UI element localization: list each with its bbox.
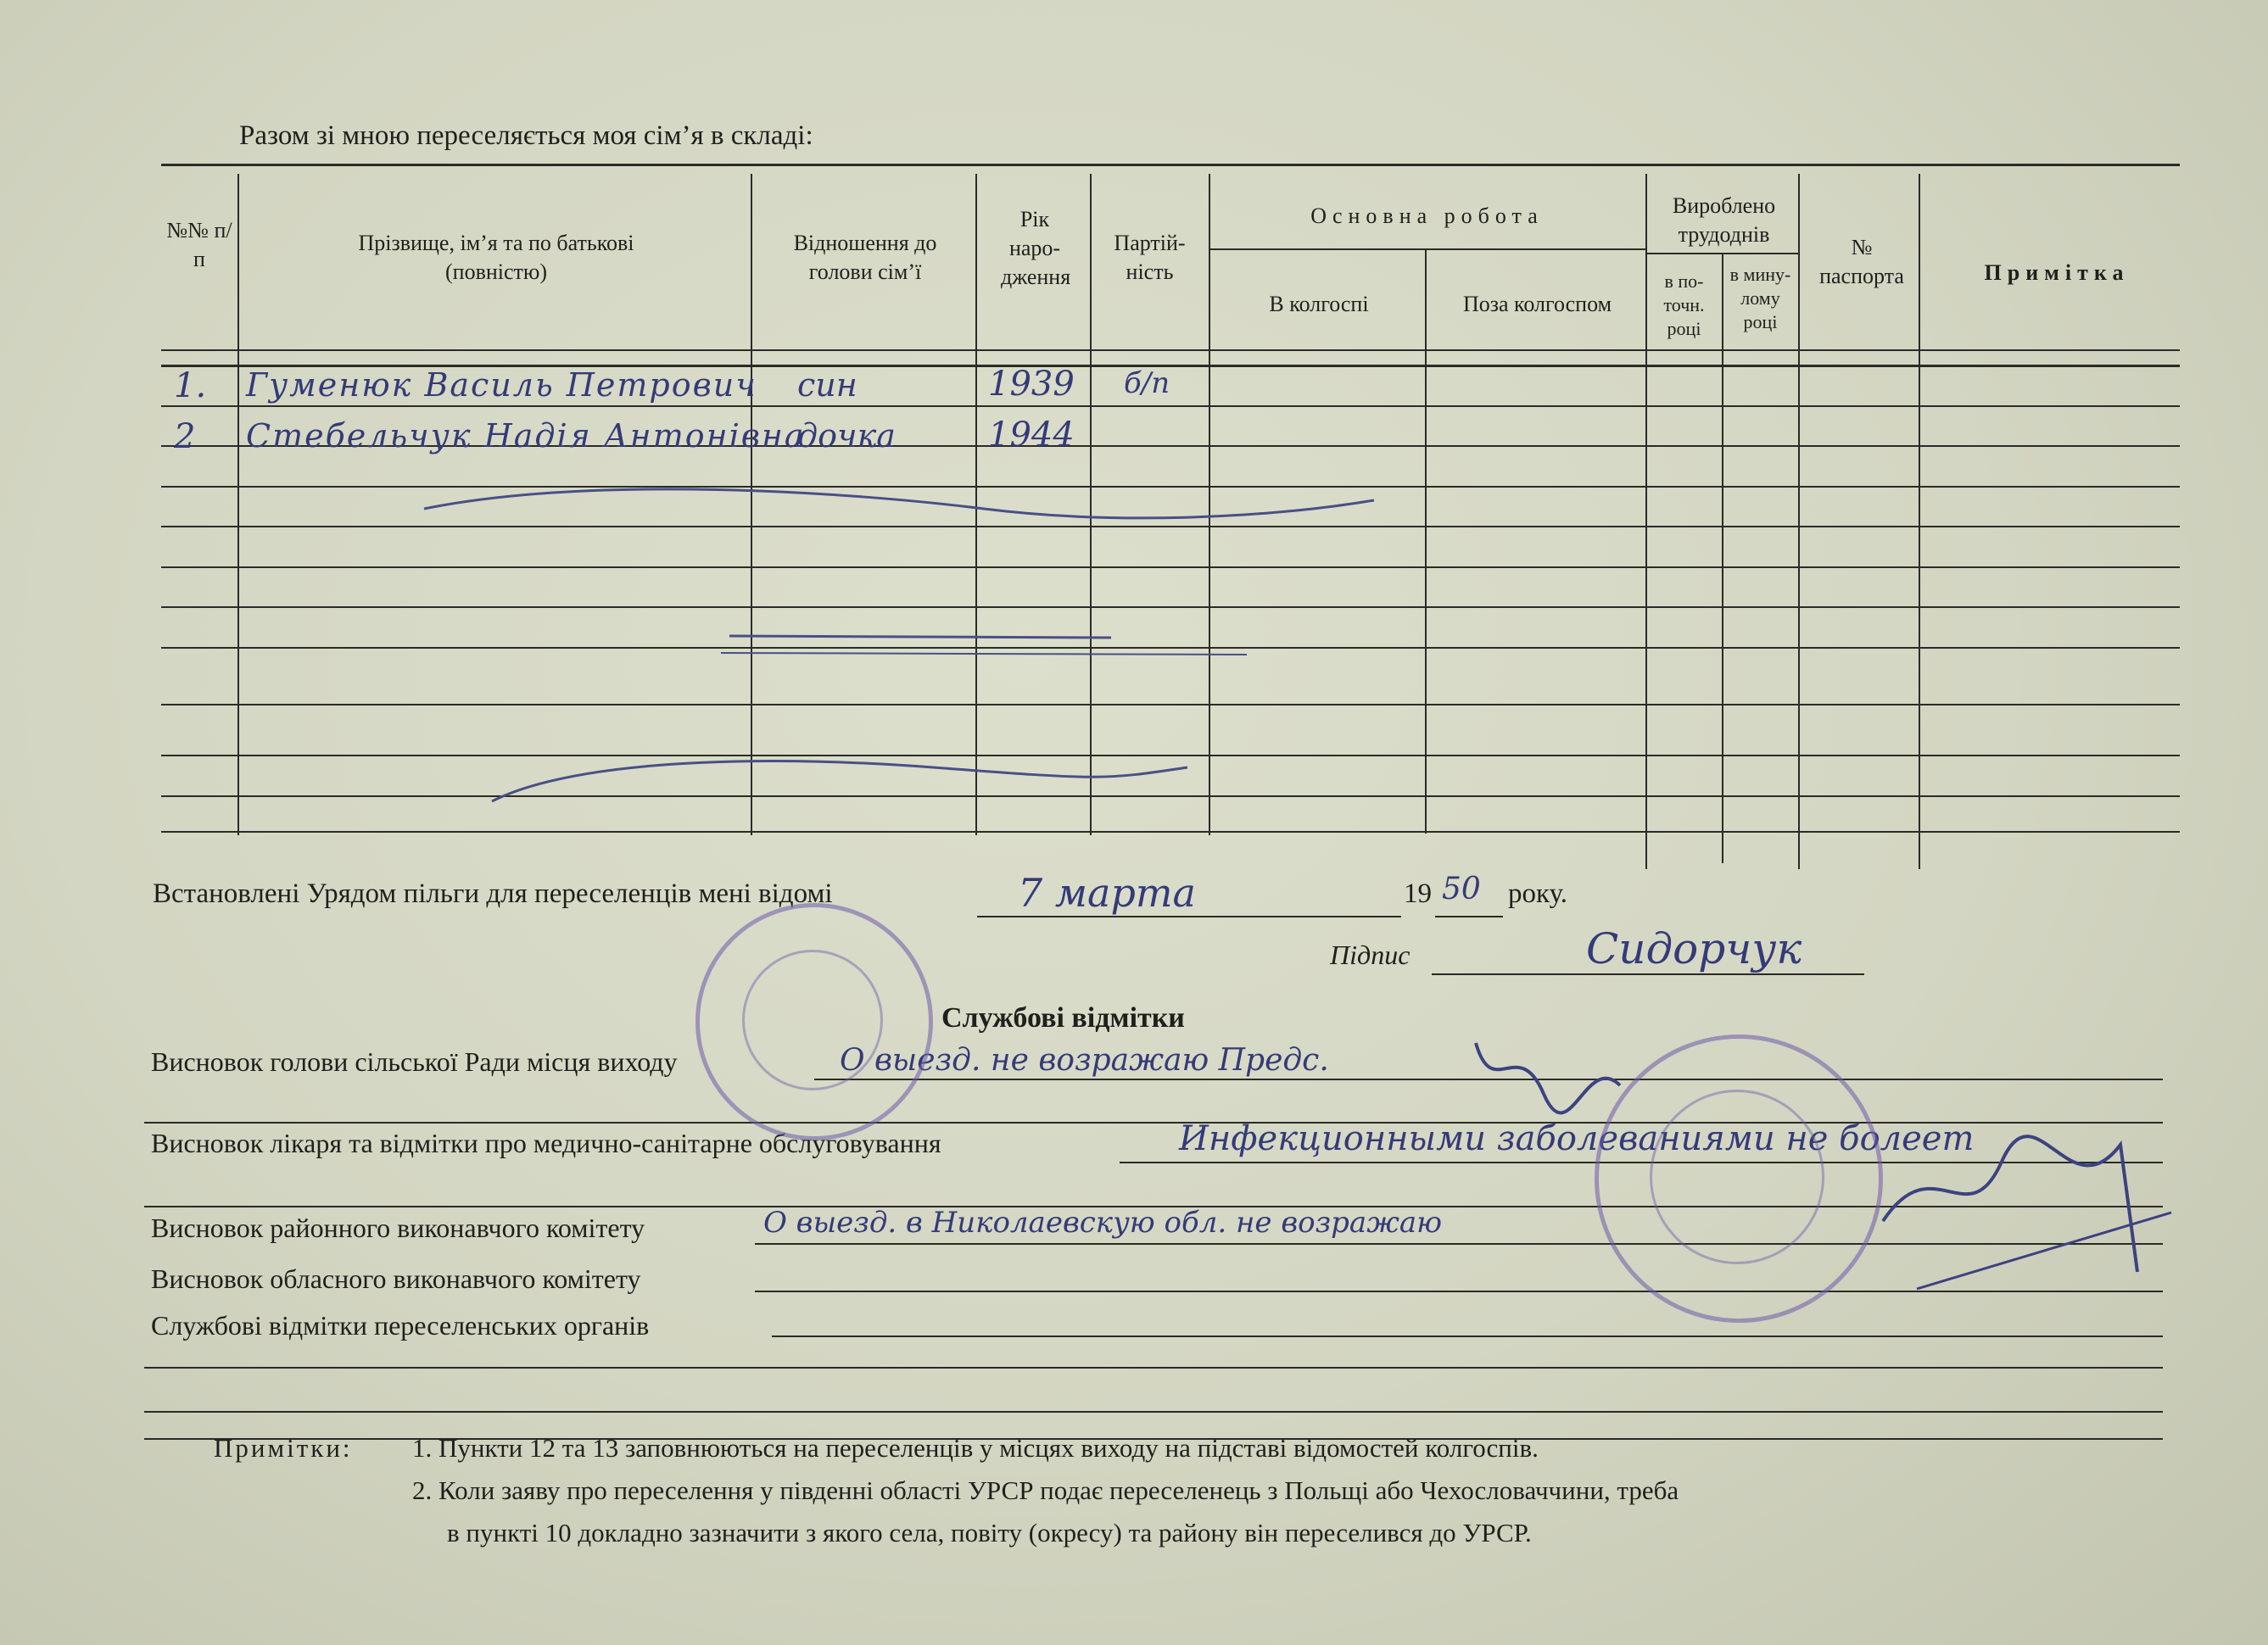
signature-value: Сидорчук: [1586, 924, 1802, 973]
header-current-year: в по- точн. році: [1663, 270, 1705, 339]
row-name: Гуменюк Василь Петрович: [246, 366, 757, 404]
intro-text: Разом зі мною переселяється моя сім’я в складі:: [239, 120, 813, 151]
row-name: Стебельчук Надія Антонівна: [246, 417, 806, 454]
signature-label: Підпис: [1330, 940, 1411, 970]
header-name: Прізвище, ім’я та по батькові (повністю): [358, 231, 634, 284]
row-num: 1.: [174, 366, 207, 405]
note-2b: в пункті 10 докладно зазначити з якого села, повіту (окресу) та району він переселився до УРСР.: [447, 1518, 1532, 1547]
header-party: Партій- ність: [1114, 231, 1186, 284]
doctor-label: Висновок лікаря та відмітки про медично-санітарне обслуговування: [151, 1128, 941, 1158]
header-main-work: Основна робота: [1310, 204, 1544, 228]
header-passport: № паспорта: [1819, 235, 1904, 288]
header-note: Примітка: [1984, 260, 2130, 285]
header-past-year: в мину- лому році: [1729, 264, 1791, 332]
benefits-year-suffix: року.: [1508, 878, 1568, 909]
row-year: 1944: [988, 415, 1075, 454]
header-year: Рік наро- дження: [1001, 207, 1071, 289]
note-1: 1. Пункти 12 та 13 заповнюються на переселенців у місцях виходу на підставі відомостей колгоспів.: [412, 1433, 1539, 1463]
notes-heading: Примітки:: [214, 1433, 353, 1463]
cancellation-strokes: [254, 458, 1442, 814]
row-num: 2: [174, 417, 196, 456]
organs-label: Службові відмітки переселенських органів: [151, 1310, 650, 1341]
official-signatures: [1442, 1018, 2205, 1357]
district-value: О выезд. в Николаевскую обл. не возражаю: [763, 1206, 1443, 1240]
header-in-kolhosp: В колгоспі: [1269, 292, 1369, 316]
village-council-label: Висновок голови сільської Ради місця виходу: [151, 1046, 678, 1077]
benefits-year: 50: [1442, 872, 1481, 906]
doctor-value: Инфекционными заболеваниями не болеет: [1179, 1119, 1975, 1158]
benefits-year-prefix: 19: [1404, 878, 1432, 909]
header-num: №№ п/п: [166, 218, 232, 271]
header-workdays: Вироблено трудоднів: [1672, 193, 1776, 247]
row-year: 1939: [988, 365, 1075, 404]
row-party: б/п: [1124, 366, 1170, 400]
service-title: Службові відмітки: [941, 1002, 1185, 1034]
row-relation: дочка: [797, 417, 896, 454]
benefits-label: Встановлені Урядом пільги для переселенців мені відомі: [153, 878, 833, 909]
note-2a: 2. Коли заяву про переселення у південні області УРСР подає переселенець з Польщі або Чехословаччини, треба: [412, 1475, 1679, 1505]
header-relation: Відношення до голови сім’ї: [793, 231, 937, 284]
row-relation: син: [797, 366, 857, 404]
village-council-value: О выезд. не возражаю Предс.: [840, 1043, 1329, 1078]
regional-label: Висновок обласного виконавчого комітету: [151, 1263, 641, 1294]
benefits-date: 7 марта: [1018, 870, 1196, 916]
header-outside-kolhosp: Поза колгоспом: [1462, 292, 1612, 316]
round-stamp-left: [695, 903, 933, 1140]
district-label: Висновок районного виконавчого комітету: [151, 1213, 645, 1243]
